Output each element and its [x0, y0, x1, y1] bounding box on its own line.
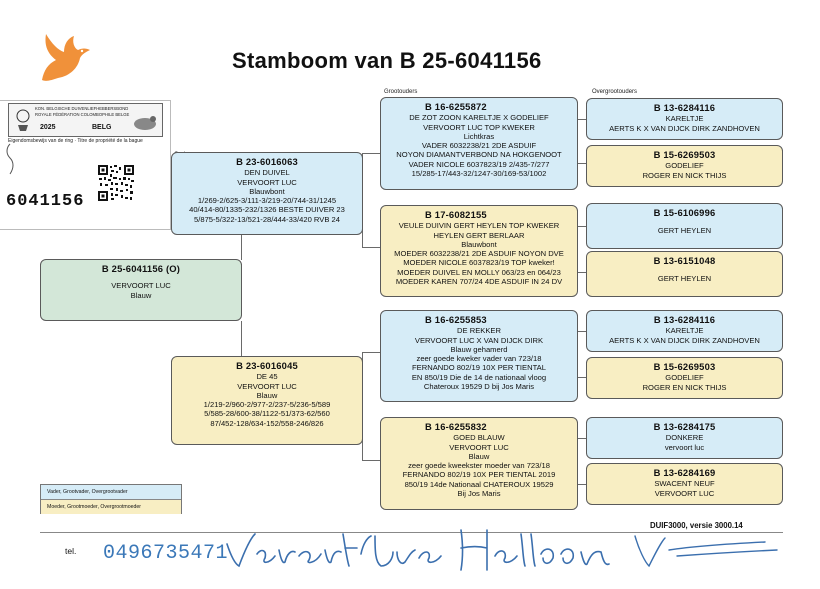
connector-line — [577, 331, 586, 332]
pedigree-text-line: 1/269-2/625-3/111-3/219-20/744-31/1245 — [197, 196, 337, 206]
card-header-line2: ROYALE FÉDÉRATION COLOMBOPHILE BELGE — [35, 112, 130, 117]
phone-number: 0496735471 — [103, 542, 229, 565]
pedigree-text-line: KARELTJE — [665, 326, 704, 336]
ring-number: B 17-6082155 — [425, 209, 487, 220]
pedigree-text-line: Blauw — [256, 390, 278, 400]
pedigree-box-subject — [40, 259, 242, 321]
federation-crest-icon — [14, 107, 32, 133]
pedigree-text-line: GODELIEF — [665, 373, 704, 383]
pedigree-text-line: GERT HEYLEN — [657, 226, 712, 236]
pedigree-text-line: Blauw — [130, 290, 152, 300]
pedigree-text-line: MOEDER KAREN 707/24 4DE ASDUIF IN 24 DV — [395, 277, 563, 287]
qr-code-icon — [97, 164, 135, 202]
connector-line — [577, 438, 586, 439]
pedigree-text-line: zeer goede kweker vader van 723/18 — [416, 354, 542, 364]
pedigree-text-line: FERNANDO 802/19 10X PER TIENTAL 2019 — [402, 470, 556, 480]
pedigree-text-line: 1/219-2/960-2/977-2/237-5/236-5/589 — [203, 400, 331, 410]
pedigree-text-line: 5/585-28/600-38/1122-51/373-62/560 — [204, 409, 330, 419]
connector-line — [362, 460, 382, 461]
pedigree-text-line: VEULE DUIVIN GERT HEYLEN TOP KWEKER — [398, 221, 560, 231]
connector-line — [362, 153, 382, 154]
ring-number: B 16-6255853 — [425, 314, 487, 325]
pedigree-box-great-grandmother — [586, 145, 783, 187]
ring-number: B 13-6284175 — [653, 421, 716, 432]
pedigree-text-line: 5/875-5/322-13/521-28/444-33/420 RVB 24 — [194, 214, 340, 224]
pedigree-text-line: VERVOORT LUC — [237, 381, 297, 391]
pedigree-text-line: MOEDER NICOLE 6037823/19 TOP kweker! — [403, 258, 555, 268]
ring-card-header — [8, 103, 163, 137]
pedigree-text-line: 87/452-128/634-152/558-246/826 — [210, 418, 324, 428]
pedigree-text-line: Blauwbont — [461, 239, 497, 249]
card-subtitle: Eigendomsbewijs van de ring · Titre de propriété de la bague — [8, 138, 143, 144]
card-year: 2025 — [40, 124, 56, 131]
pedigree-text-line: 850/19 14de Nationaal CHATEROUX 19529 — [404, 479, 554, 489]
pedigree-text-line: SWACENT NEUF — [654, 479, 715, 489]
pedigree-text-line: zeer goede kweekster moeder van 723/18 — [408, 461, 550, 471]
ring-number: B 25-6041156 (O) — [101, 263, 181, 274]
software-version: DUIF3000, versie 3000.14 — [650, 521, 743, 530]
card-header-line1: KON. BELGISCHE DUIVENLIEFHEBBERSBOND — [35, 106, 129, 111]
connector-line — [362, 352, 382, 353]
pedigree-text-line: GOED BLAUW — [453, 433, 505, 443]
connector-line — [577, 484, 586, 485]
pedigree-text-line: VERVOORT LUC X VAN DIJCK DIRK — [414, 335, 544, 345]
connector-line — [577, 163, 586, 164]
pedigree-text-line: 40/414-80/1335-232/1326 BESTE DUIVER 23 — [189, 205, 345, 215]
connector-line — [577, 119, 586, 120]
color-legend — [40, 484, 182, 514]
pedigree-text-line: AERTS K X VAN DIJCK DIRK ZANDHOVEN — [609, 123, 760, 133]
pedigree-text-line: VERVOORT LUC — [237, 177, 297, 187]
pedigree-text-line: ROGER EN NICK THIJS — [642, 170, 727, 180]
dove-logo-icon — [34, 30, 92, 86]
pedigree-text-line: NOYON DIAMANTVERBOND NA HOKGENOOT — [396, 150, 562, 160]
column-title-overgrootouders: Overgrootouders — [592, 89, 638, 95]
pedigree-text-line: Lichtkras — [463, 131, 495, 141]
pedigree-text-line: DE ZOT ZOON KARELTJE X GODELIEF — [409, 113, 549, 123]
pedigree-text-line: ROGER EN NICK THIJS — [642, 382, 727, 392]
pedigree-text-line: EN 850/19 Die de 14 de nationaal vloog — [411, 372, 547, 382]
pedigree-box-great-grandmother — [586, 357, 783, 399]
handwritten-signature — [225, 520, 785, 580]
ring-number: B 15-6106996 — [653, 207, 716, 218]
pedigree-text-line: VERVOORT LUC — [449, 442, 509, 452]
pedigree-text-line: KARELTJE — [665, 114, 704, 124]
connector-line — [241, 235, 242, 260]
pedigree-text-line: Blauw — [468, 451, 490, 461]
pedigree-text-line: GERT HEYLEN — [657, 274, 712, 284]
pedigree-box-great-grandmother — [586, 251, 783, 297]
ring-number: B 16-6255832 — [425, 421, 487, 432]
legend-female: Moeder, Grootmoeder, Overgrootmoeder — [41, 500, 181, 515]
ring-number: B 16-6255872 — [425, 101, 487, 112]
pedigree-text-line: DONKERE — [665, 433, 704, 443]
page-title: Stamboom van B 25-6041156 — [232, 48, 542, 73]
pedigree-box-paternal-grandmother — [380, 205, 578, 297]
pedigree-text-line: VERVOORT LUC — [111, 281, 171, 291]
pedigree-text-line: VADER 6032238/21 2DE ASDUIF — [421, 141, 537, 151]
pedigree-box-maternal-grandmother — [380, 417, 578, 510]
pedigree-box-maternal-grandfather — [380, 310, 578, 402]
ring-number: B 13-6151048 — [653, 255, 716, 266]
pigeon-emblem-icon — [131, 112, 159, 132]
pedigree-text-line: GODELIEF — [665, 161, 704, 171]
card-hole-icon — [5, 142, 15, 182]
pedigree-text-line: Blauwbont — [249, 186, 285, 196]
pedigree-text-line: DEN DUIVEL — [244, 168, 290, 178]
pedigree-box-great-grandfather — [586, 417, 783, 459]
ring-number: B 23-6016045 — [236, 360, 298, 371]
legend-male: Vader, Grootvader, Overgrootvader — [41, 485, 181, 500]
pedigree-box-mother — [171, 356, 363, 445]
column-title-grootouders: Grootouders — [384, 89, 418, 95]
pedigree-text-line: VERVOORT LUC — [654, 488, 715, 498]
pedigree-text-line: DE 45 — [256, 372, 278, 382]
ring-number: B 15-6269503 — [653, 149, 716, 160]
pedigree-text-line: HEYLEN GERT BERLAAR — [433, 230, 525, 240]
pedigree-text-line: VERVOORT LUC TOP KWEKER — [423, 122, 535, 132]
card-country: BELG — [92, 124, 112, 131]
connector-line — [362, 247, 382, 248]
tel-label: tel. — [65, 546, 77, 556]
pedigree-text-line: vervoort luc — [664, 442, 705, 452]
ring-number: B 23-6016063 — [236, 156, 298, 167]
pedigree-text-line: 15/285-17/443-32/1247-30/169-53/1002 — [411, 169, 547, 179]
pedigree-text-line: VADER NICOLE 6037823/19 2/435-7/277 — [408, 159, 550, 169]
pedigree-box-great-grandfather — [586, 310, 783, 352]
pedigree-text-line: DE REKKER — [457, 326, 501, 336]
pedigree-text-line: Blauw gehamerd — [450, 344, 508, 354]
pedigree-box-great-grandfather — [586, 203, 783, 249]
ring-number: B 15-6269503 — [653, 361, 716, 372]
card-ring-number: 6041156 — [6, 192, 85, 211]
connector-line — [577, 377, 586, 378]
ring-number: B 13-6284169 — [653, 467, 716, 478]
pedigree-box-great-grandfather — [586, 98, 783, 140]
pedigree-text-line: FERNANDO 802/19 10X PER TIENTAL — [412, 363, 546, 373]
ring-number: B 13-6284116 — [653, 314, 716, 325]
connector-line — [241, 321, 242, 356]
connector-line — [577, 226, 586, 227]
pedigree-box-great-grandmother — [586, 463, 783, 505]
pedigree-text-line: MOEDER 6032238/21 2DE ASDUIF NOYON DVE — [394, 249, 564, 259]
connector-line — [577, 272, 586, 273]
pedigree-text-line: AERTS K X VAN DIJCK DIRK ZANDHOVEN — [609, 335, 760, 345]
pedigree-text-line: MOEDER DUIVEL EN MOLLY 063/23 en 064/23 — [397, 267, 561, 277]
pedigree-text-line: Bij Jos Maris — [457, 489, 501, 499]
pedigree-box-paternal-grandfather — [380, 97, 578, 190]
pedigree-text-line: Chateroux 19529 D bij Jos Maris — [423, 382, 535, 392]
pedigree-box-father — [171, 152, 363, 235]
ring-number: B 13-6284116 — [653, 102, 716, 113]
